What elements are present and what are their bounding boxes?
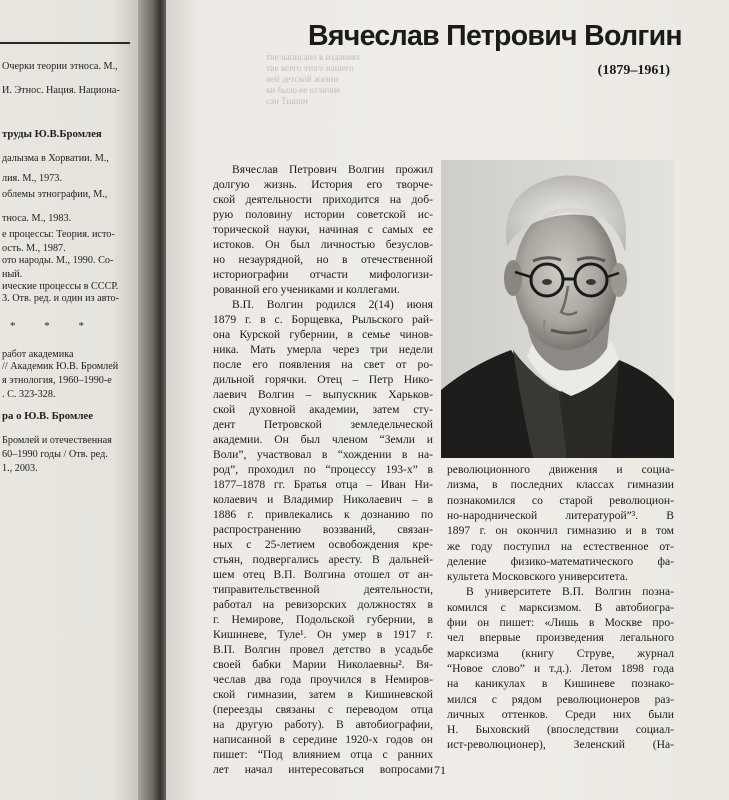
text-line: она Курской губернии, в семье чинов- — [213, 328, 433, 341]
text-line: революционного движения и социа- — [447, 463, 674, 476]
text-line: распространению воззваний, связан- — [213, 523, 433, 536]
text-line: лизма, в последних классах гимназии — [447, 478, 674, 492]
text-line: личных оттенков. Среди них были — [447, 707, 674, 721]
text-line: своей бабки Марии Николаевны². Вя- — [213, 658, 433, 671]
text-line: но-народнической литературой”³. В — [447, 508, 674, 522]
text-line: комился с марксизмом. В автобиогра- — [447, 600, 674, 614]
bibliography-line: И. Этнос. Нация. Национа- — [2, 85, 120, 96]
text-line: работал на ревизорских должностях в — [213, 598, 433, 611]
text-line: рую половину истории советской ис- — [213, 208, 433, 221]
bibliography-line: работ академика — [2, 349, 74, 360]
text-line: лаевич Волгин – выпускник Харьков- — [213, 388, 433, 401]
text-line: на каникулах в Кишиневе познако- — [447, 677, 674, 691]
bibliography-line: Очерки теории этноса. М., — [2, 61, 118, 72]
text-line: Вячеслав Петрович Волгин прожил — [232, 163, 433, 176]
text-line: Воли”, участвовал в “хождении в на- — [213, 448, 433, 461]
text-line: историографии отчасти мифологизи- — [213, 268, 433, 281]
text-line: г. Немирове, Подольской губернии, в — [213, 613, 433, 626]
page-number: 71 — [434, 763, 446, 777]
bibliography-line: е процессы: Теория. исто- — [2, 229, 115, 240]
text-line: стьян, подвергались аресту. В дальней- — [213, 553, 433, 566]
page-title: Вячеслав Петрович Волгин — [308, 20, 682, 52]
bibliography-heading: труды Ю.В.Бромлея — [2, 128, 102, 140]
text-line: 1877–1878 гг. Братья отца – Иван Ни- — [213, 478, 433, 491]
bibliography-line: ото народы. М., 1990. Со- — [2, 255, 114, 266]
text-line: чеслав два года проучился в Немиров- — [213, 673, 433, 686]
text-line: В университете В.П. Волгин позна- — [466, 585, 674, 599]
left-page — [0, 0, 140, 800]
text-line: дильной горячки. Отец – Петр Нико- — [213, 373, 433, 386]
text-line: лет начал интересоваться вопросами — [213, 763, 433, 776]
text-line: после его появления на свет от ро- — [213, 358, 433, 371]
bibliography-line: лия. М., 1973. — [2, 173, 62, 184]
bibliography-line: тноса. М., 1983. — [2, 213, 72, 224]
text-line: ской гимназии, затем в Кишиневской — [213, 688, 433, 701]
text-line: 1897 г. он окончил гимназию и в том — [447, 524, 674, 538]
text-line: ист-революционер), Зеленский (На- — [447, 738, 674, 752]
text-line: культета Московского университета. — [447, 570, 628, 584]
text-line: В.П. Волгин родился 2(14) июня — [232, 298, 433, 311]
bibliography-line: // Академик Ю.В. Бромлей — [2, 361, 119, 372]
bibliography-line: ный. — [2, 269, 23, 280]
text-line: мился с рядом революционеров раз- — [447, 692, 674, 706]
bibliography-line: 60–1990 годы / Отв. ред. — [2, 449, 108, 460]
text-line: (переезды связаны с переводом отца — [213, 703, 433, 716]
bibliography-line: * * * — [10, 320, 97, 332]
text-line: дент Петровской земледельческой — [213, 418, 433, 431]
bleed-through-text: тие написано в изданиях тие всего этого нашего ней детской жизни ки было ее отличие сан Тишин — [266, 52, 361, 106]
text-line: написанной в середине 1920-х годов он — [213, 733, 433, 746]
text-line: истоков. Он был личностью безуслов- — [213, 238, 433, 251]
text-line: пишет: “Под влиянием отца с ранних — [213, 748, 433, 761]
text-line: деление физико-математического фа- — [447, 554, 674, 568]
bibliography-line: 3. Отв. ред. и один из авто- — [2, 293, 119, 304]
portrait-photo — [441, 160, 674, 458]
bibliography-line: далызма в Хорватии. М., — [2, 153, 109, 164]
text-line: 1879 г. в с. Борщевка, Рыльского рай- — [213, 313, 433, 326]
text-line: торической науки, начиная с самых ее — [213, 223, 433, 236]
text-line: долгую жизнь. История его творче- — [213, 178, 433, 191]
text-line: рованной его учениками и коллегами. — [213, 283, 400, 296]
text-line: же году поступил на естественное от- — [447, 539, 674, 553]
header-rule — [0, 42, 130, 44]
text-line: шем отец В.П. Волгина отошел от ан- — [213, 568, 433, 581]
text-line: познакомился со старой революцион- — [447, 493, 674, 507]
bibliography-line: ические процессы в СССР. — [2, 281, 119, 292]
text-line: Кишиневе, Туле¹. Он умер в 1917 г. — [213, 628, 433, 641]
text-line: колаевич и Владимир Николаевич – в — [213, 493, 433, 506]
text-line: марксизма (книгу Струве, журнал — [447, 646, 674, 660]
text-line: чел впервые произведения легального — [447, 631, 674, 645]
text-line: ской духовной академии, затем сту- — [213, 403, 433, 416]
text-line: 1886 г. привлекались к дознанию по — [213, 508, 433, 521]
text-line: типравительственной деятельности, — [213, 583, 433, 596]
text-line: Н. Быховский (впоследствии социал- — [447, 723, 674, 737]
text-line: но незаурядной, но в отечественной — [213, 253, 433, 266]
life-dates: (1879–1961) — [597, 63, 670, 78]
text-line: на другую работу). В автобиографии, — [213, 718, 433, 731]
text-line: академии. Он был членом “Земли и — [213, 433, 433, 446]
text-line: род”, проходил по “процессу 193-х” в — [213, 463, 433, 476]
text-line: В.П. Волгин провел детство в усадьбе — [213, 643, 433, 656]
text-line: “Новое слово” и т.д.). Летом 1898 года — [447, 661, 674, 675]
text-line: ных с 25-летием освобождения кре- — [213, 538, 433, 551]
bibliography-line: я этнология, 1960–1990-е — [2, 375, 112, 386]
bibliography-line: облемы этнографии, М., — [2, 189, 108, 200]
text-line: ской деятельности приходится на доб- — [213, 193, 433, 206]
text-line: ника. Мать умерла через три недели — [213, 343, 433, 356]
bibliography-line: ость. М., 1987. — [2, 243, 66, 254]
bibliography-heading: ра о Ю.В. Бромлее — [2, 410, 93, 422]
bibliography-line: 1., 2003. — [2, 463, 38, 474]
bibliography-line: . С. 323-328. — [2, 389, 56, 400]
text-line: фии он пишет: «Лишь в Москве про- — [447, 616, 674, 629]
bibliography-line: Бромлей и отечественная — [2, 435, 112, 446]
